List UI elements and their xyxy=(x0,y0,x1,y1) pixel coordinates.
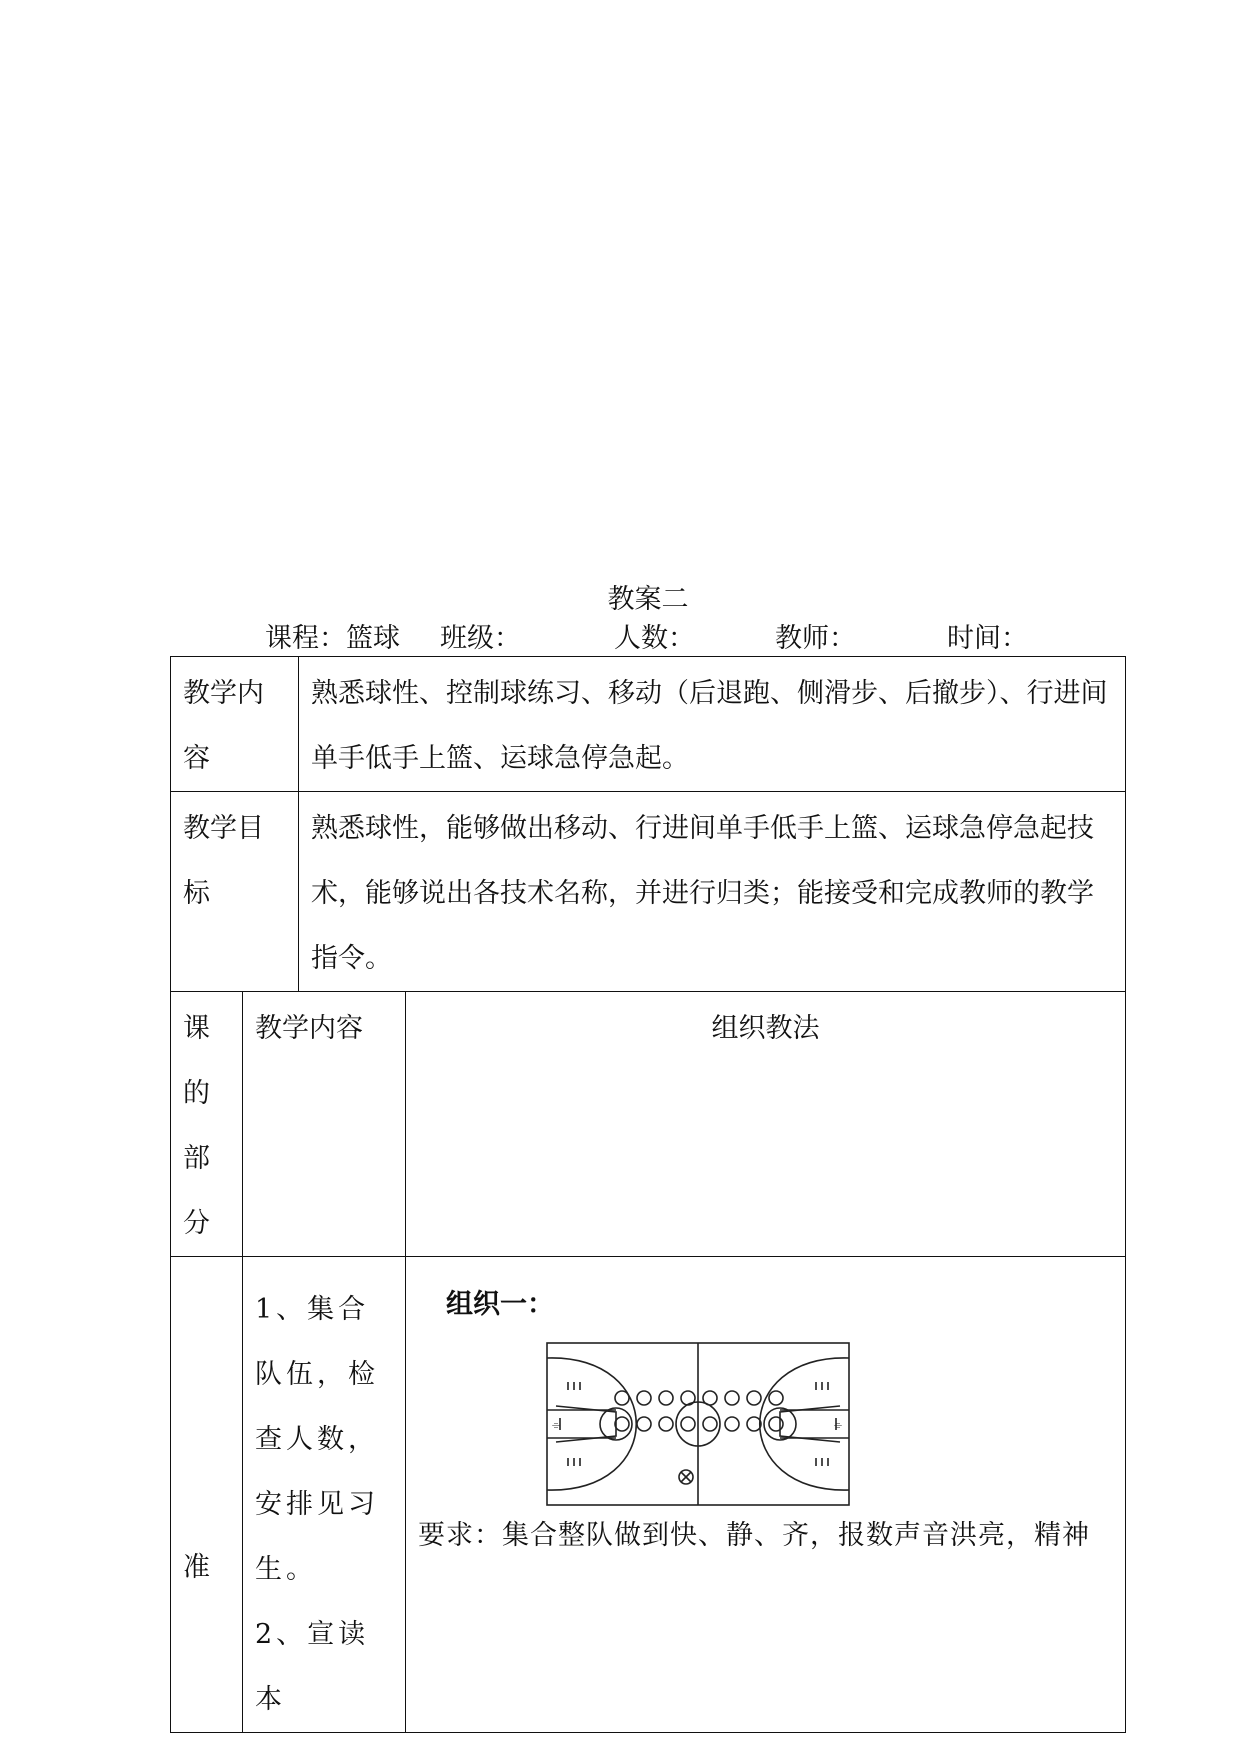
content-label: 教学内容 xyxy=(183,678,264,774)
prep-label-cell xyxy=(171,1257,243,1733)
student-marker xyxy=(637,1391,651,1405)
left-hoop-mark: ⌯ xyxy=(552,1420,560,1431)
student-marker xyxy=(615,1391,629,1405)
objective-text: 熟悉球性，能够做出移动、行进间单手低手上篮、运球急停急起技术，能够说出各技术名称，并进行归类；能接受和完成教师的教学指令。 xyxy=(311,813,1094,974)
prep-row xyxy=(171,1257,1126,1733)
student-marker xyxy=(637,1417,651,1431)
basketball-court-diagram xyxy=(546,1342,850,1506)
objective-label-cell xyxy=(171,792,299,992)
student-marker xyxy=(725,1417,739,1431)
method-col-header-cell xyxy=(406,992,1126,1257)
student-marker xyxy=(747,1391,761,1405)
student-marker xyxy=(769,1391,783,1405)
prep-steps-cell xyxy=(243,1257,406,1733)
student-marker xyxy=(659,1391,673,1405)
student-marker xyxy=(703,1391,717,1405)
class-field: 班级： xyxy=(440,623,521,654)
content-text: 熟悉球性、控制球练习、移动（后退跑、侧滑步、后撤步）、行进间单手低手上篮、运球急停急起。 xyxy=(311,678,1108,774)
student-formation xyxy=(615,1391,783,1431)
court-svg xyxy=(546,1342,850,1506)
course-field: 课程：篮球 xyxy=(265,623,400,654)
part-label: 课 的 部 分 xyxy=(183,1013,210,1239)
student-marker xyxy=(681,1391,695,1405)
content-label-cell xyxy=(171,657,299,792)
student-marker xyxy=(681,1417,695,1431)
student-marker xyxy=(703,1417,717,1431)
time-field: 时间： xyxy=(947,623,1028,654)
content-row xyxy=(171,657,1126,792)
content-text-cell xyxy=(299,657,1126,792)
org-title: 组织一： xyxy=(446,1289,554,1320)
student-marker xyxy=(747,1417,761,1431)
prep-step-2: 2、宣读本 xyxy=(255,1619,370,1715)
requirement-text: 要求：集合整队做到快、静、齐，报数声音洪亮，精神 xyxy=(418,1520,1090,1551)
headcount-field: 人数： xyxy=(614,623,695,654)
student-marker xyxy=(615,1417,629,1431)
student-marker xyxy=(659,1417,673,1431)
right-hoop-mark: ⌯ xyxy=(834,1420,842,1431)
part-label-cell xyxy=(171,992,243,1257)
content-col-header-cell xyxy=(243,992,406,1257)
prep-method-cell xyxy=(406,1257,1126,1733)
lesson-plan-table xyxy=(170,656,1126,1733)
section-header-row xyxy=(171,992,1126,1257)
objective-row xyxy=(171,792,1126,992)
objective-text-cell xyxy=(299,792,1126,992)
prep-label: 准 xyxy=(183,1552,210,1583)
student-marker xyxy=(725,1391,739,1405)
teacher-marker-icon xyxy=(679,1470,693,1484)
objective-label: 教学目标 xyxy=(183,813,264,909)
student-marker xyxy=(769,1417,783,1431)
content-col-header: 教学内容 xyxy=(255,1013,363,1044)
prep-step-1: 1、集合队伍，检查人数，安排见习生。 xyxy=(255,1294,379,1585)
prep-steps xyxy=(243,1257,405,1732)
method-col-header: 组织教法 xyxy=(711,1013,820,1044)
page-title: 教案二 xyxy=(607,584,689,615)
teacher-field: 教师： xyxy=(775,623,856,654)
